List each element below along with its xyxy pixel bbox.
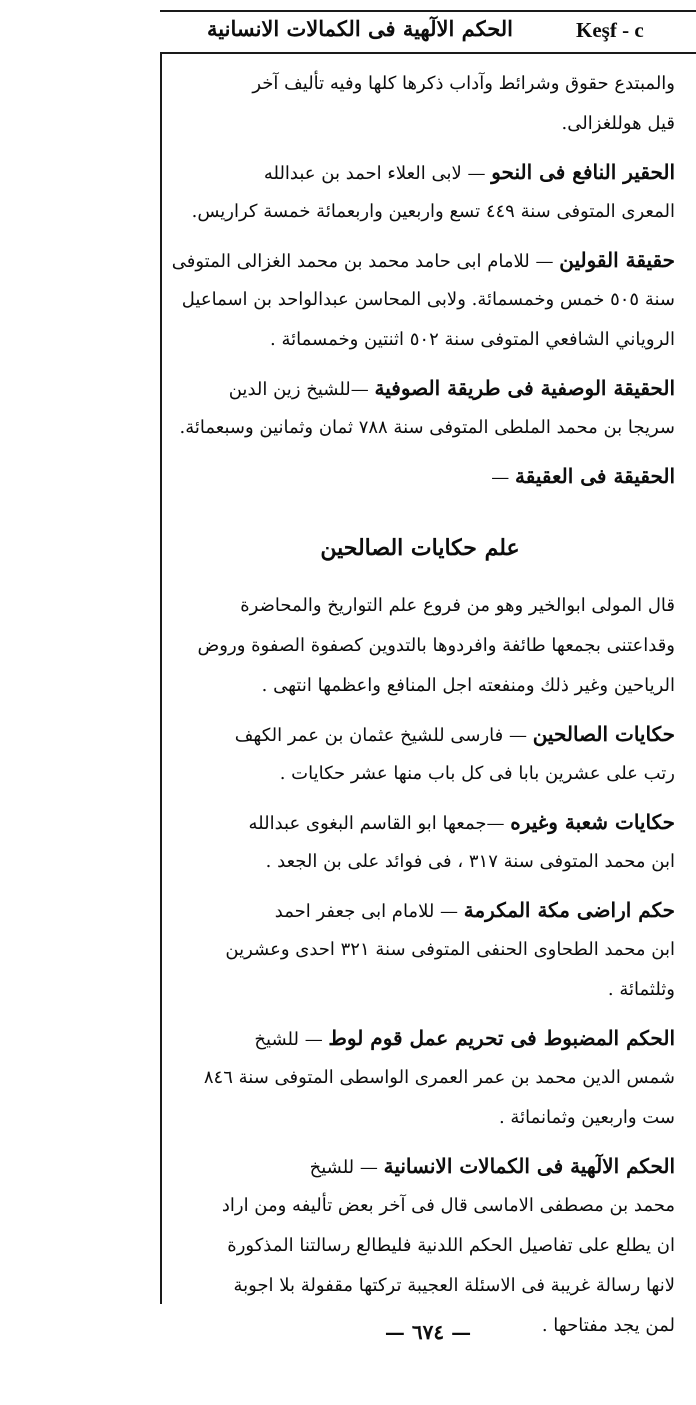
entry: [165, 890, 675, 1010]
text-line: الروياني الشافعي المتوفى سنة ٥٠٢ اثنتين وخمسمائة .: [270, 329, 675, 350]
text-line: سريجا بن محمد الملطى المتوفى سنة ٧٨٨ ثمان وثمانين وسبعمائة.: [179, 417, 675, 438]
text-line: وثلثمائة .: [607, 979, 675, 1000]
text-line: قيل هوللغزالى.: [561, 113, 675, 134]
entry: [165, 64, 675, 144]
text-line: المعرى المتوفى سنة ٤٤٩ تسع واربعين واربعمائة خمسة كراريس.: [191, 201, 675, 222]
entry-headword: الحكم المضبوط فى تحريم عمل قوم لوط: [328, 1026, 675, 1050]
entry-headword: حكايات شعبة وغيره: [510, 810, 675, 834]
entry: [165, 1146, 675, 1346]
running-head-code: Keşf - c: [576, 18, 644, 42]
entry: [165, 714, 675, 794]
text-line: شمس الدين محمد بن عمر العمرى الواسطى المتوفى سنة ٨٤٦: [203, 1067, 675, 1088]
text-line: [165, 714, 675, 754]
entry-headword: حكم اراضى مكة المكرمة: [463, 898, 675, 922]
text-line: [165, 240, 675, 280]
text-line: [165, 890, 675, 930]
entry: [165, 586, 675, 706]
text-line: ان يطلع على تفاصيل الحكم اللدنية فليطالع رسالتنا المذكورة: [227, 1235, 675, 1256]
entry-text: — للشيخ: [254, 1029, 329, 1050]
entry-text: —جمعها ابو القاسم البغوى عبدالله: [248, 813, 511, 834]
text-line: رتب على عشرين بابا فى كل باب منها عشر حكايات .: [279, 763, 675, 784]
text-line: الرياحين وغير ذلك ومنفعته اجل المنافع واعظمها انتهى .: [261, 675, 675, 696]
text-line: لمن يجد مفتاحها .: [541, 1315, 675, 1336]
entry-text: — فارسى للشيخ عثمان بن عمر الكهف: [234, 725, 533, 746]
text-line: [165, 456, 675, 496]
entry-text: — للامام ابى حامد محمد بن محمد الغزالى المتوفى: [171, 251, 560, 272]
header-bottom-rule: [160, 52, 696, 54]
text-line: ابن محمد المتوفى سنة ٣١٧ ، فى فوائد على بن الجعد .: [265, 851, 675, 872]
entry-text: — للشيخ: [309, 1157, 384, 1178]
entry-text: —للشيخ زين الدين: [228, 379, 375, 400]
entry: [165, 802, 675, 882]
entry-headword: الحقيقة فى العقيقة: [515, 464, 675, 488]
text-line: محمد بن مصطفى الاماسى قال فى آخر بعض تأليفه ومن اراد: [221, 1195, 675, 1216]
entry-headword: حكايات الصالحين: [532, 722, 675, 746]
entry: [165, 368, 675, 448]
entry: [165, 456, 675, 496]
entry: [165, 240, 675, 360]
text-line: وقداعتنى بجمعها طائفة وافردوها بالتدوين كصفوة الصفوة وروض: [197, 635, 675, 656]
margin-rule: [160, 54, 162, 1304]
text-line: ست واربعين وثمانمائة .: [498, 1107, 675, 1128]
text-line: [165, 368, 675, 408]
entry-headword: الحقيقة الوصفية فى طريقة الصوفية: [374, 376, 675, 400]
running-head-title: الحكم الالٓهية فى الكمالات الانسانية: [207, 16, 513, 41]
entry: [165, 152, 675, 232]
text-line: [165, 1018, 675, 1058]
entry-text: — لابى العلاء احمد بن عبدالله: [263, 163, 492, 184]
text-line: والمبتدع حقوق وشرائط وآداب ذكرها كلها وفيه تأليف آخر: [252, 73, 675, 94]
text-line: [165, 1146, 675, 1186]
entry-headword: حقيقة القولين: [559, 248, 675, 272]
header-top-rule: [160, 10, 696, 12]
page-number: — ٦٧٤ —: [384, 1320, 472, 1344]
body-text: [165, 64, 675, 1354]
entry-text: —: [491, 467, 515, 488]
text-line: ابن محمد الطحاوى الحنفى المتوفى سنة ٣٢١ احدى وعشرين: [225, 939, 675, 960]
entry: [165, 1018, 675, 1138]
entry-headword: الحقير النافع فى النحو: [491, 160, 675, 184]
entry-text: — للامام ابى جعفر احمد: [274, 901, 464, 922]
text-line: [165, 802, 675, 842]
text-line: سنة ٥٠٥ خمس وخمسمائة. ولابى المحاسن عبدالواحد بن اسماعيل: [181, 289, 675, 310]
section-title: علم حكايات الصالحين: [320, 535, 520, 561]
text-line: [165, 152, 675, 192]
text-line: قال المولى ابوالخير وهو من فروع علم التواريخ والمحاضرة: [240, 595, 675, 616]
entry-headword: الحكم الالٓهية فى الكمالات الانسانية: [383, 1154, 675, 1178]
text-line: لانها رسالة غريبة فى الاسئلة العجيبة تركتها مقفولة بلا اجوبة: [233, 1275, 675, 1296]
